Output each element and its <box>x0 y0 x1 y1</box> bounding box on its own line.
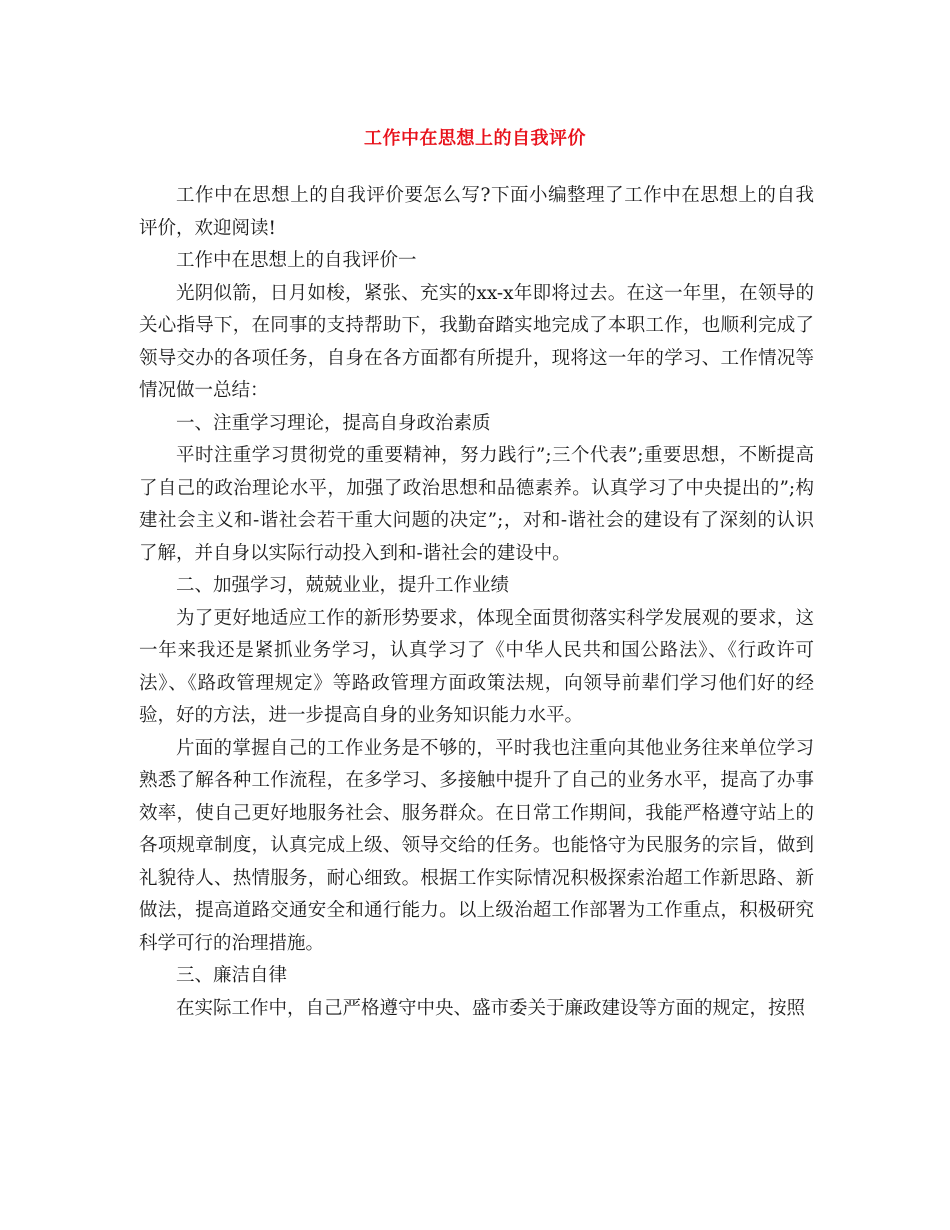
document-title: 工作中在思想上的自我评价 <box>364 128 586 149</box>
subsection-heading-2: 二、加强学习，兢兢业业，提升工作业绩 <box>176 575 510 596</box>
paragraph: 片面的掌握自己的工作业务是不够的，平时我也注重向其他业务往来单位学习熟悉了解各种工作流程，在多学习、多接触中提升了自己的业务水平，提高了办事效率，使自己更好地服务社会、服务群众。在日常工作期间，我能严格遵守站上的各项规章制度，认真完成上级、领导交给的任务。也能恪守为民服务的宗旨，做到礼貌待人、热情服务，耐心细致。根据工作实际情况积极探索治超工作新思路、新做法，提高道路交通安全和通行能力。以上级治超工作部署为工作重点，积极研究科学可行的治理措施。 <box>139 737 814 954</box>
subsection-heading-1: 一、注重学习理论，提高自身政治素质 <box>176 412 491 434</box>
document-body <box>139 180 814 1025</box>
paragraph: 为了更好地适应工作的新形势要求，体现全面贯彻落实科学发展观的要求，这一年来我还是紧抓业务学习，认真学习了《中华人民共和国公路法》、《行政许可法》、《路政管理规定》等路政管理方面政策法规，向领导前辈们学习他们好的经验，好的方法，进一步提高自身的业务知识能力水平。 <box>139 607 814 726</box>
intro-paragraph: 工作中在思想上的自我评价要怎么写?下面小编整理了工作中在思想上的自我评价，欢迎阅读! <box>139 185 814 239</box>
paragraph: 平时注重学习贯彻党的重要精神，努力践行”;三个代表”;重要思想，不断提高了自己的政治理论水平，加强了政治思想和品德素养。认真学习了中央提出的”;构建社会主义和-谐社会若干重大问题的决定”;，对和-谐社会的建设有了深刻的认识了解，并自身以实际行动投入到和-谐社会的建设中。 <box>139 445 814 564</box>
paragraph: 光阴似箭，日月如梭，紧张、充实的xx-x年即将过去。在这一年里，在领导的关心指导下，在同事的支持帮助下，我勤奋踏实地完成了本职工作，也顺利完成了领导交办的各项任务，自身在各方面都有所提升，现将这一年的学习、工作情况等情况做一总结： <box>139 282 814 401</box>
paragraph: 在实际工作中，自己严格遵守中央、盛市委关于廉政建设等方面的规定，按照 <box>176 997 806 1019</box>
section-heading-1: 工作中在思想上的自我评价一 <box>176 250 417 271</box>
subsection-heading-3: 三、廉洁自律 <box>176 965 288 986</box>
